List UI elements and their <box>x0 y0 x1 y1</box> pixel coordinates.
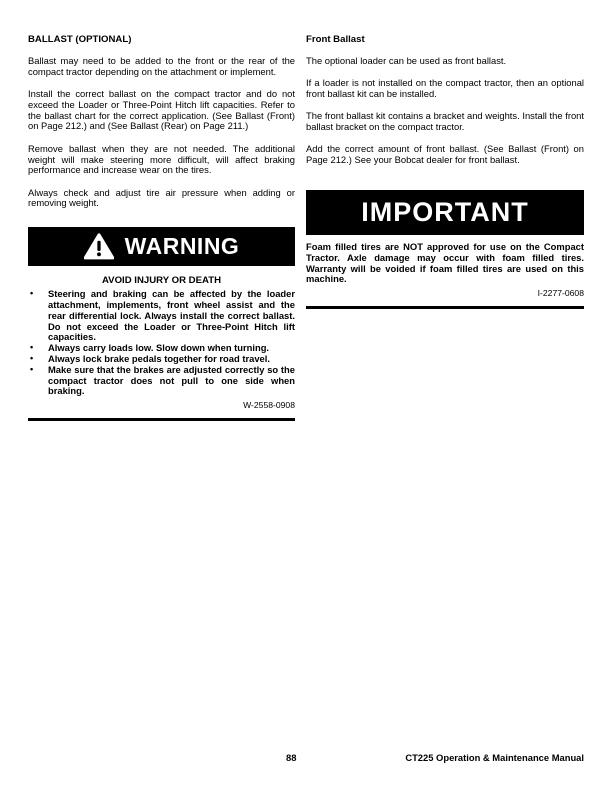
warning-bullet-text: Make sure that the brakes are adjusted correctly so the compact tractor does not pull to one side when braking. <box>48 363 295 397</box>
section-heading-ballast-optional: BALLAST (OPTIONAL) <box>28 34 132 45</box>
warning-bottom-rule <box>28 418 295 421</box>
paragraph: The optional loader can be used as front ballast. <box>306 55 507 66</box>
warning-banner <box>28 227 295 266</box>
bullet-icon: • <box>30 353 34 364</box>
manual-title: CT225 Operation & Maintenance Manual <box>405 752 584 763</box>
important-body-text: Foam filled tires are NOT approved for use on the Compact Tractor. Axle damage may occur with foam filled tires. Warranty will be voided if foam filled tires are used on this machine. <box>306 241 584 285</box>
page-number: 88 <box>286 752 297 763</box>
left-column <box>28 34 295 421</box>
warning-bullet-item <box>28 365 295 397</box>
warning-bullet-list <box>28 289 295 397</box>
bullet-icon: • <box>30 342 34 353</box>
important-banner-label: IMPORTANT <box>361 197 529 228</box>
warning-bullet-text: Always lock brake pedals together for road travel. <box>48 353 270 365</box>
warning-box <box>28 227 295 421</box>
important-bottom-rule <box>306 306 584 309</box>
important-box <box>306 190 584 309</box>
warning-banner-label: WARNING <box>124 233 240 260</box>
section-heading-front-ballast: Front Ballast <box>306 34 365 45</box>
important-decal-code: I-2277-0608 <box>537 288 584 299</box>
warning-bullet-text: Steering and braking can be affected by the loader attachment, implements, front wheel assist and the rear differential lock. Always install the correct ballast. Do not exceed the Loader or Three-Point Hitch lift capacities. <box>48 288 295 343</box>
warning-triangle-icon <box>84 233 114 260</box>
bullet-icon: • <box>30 363 34 374</box>
bullet-icon: • <box>30 288 34 299</box>
paragraph: Always check and adjust tire air pressure when adding or removing weight. <box>28 186 295 209</box>
right-column <box>306 34 584 421</box>
paragraph: Remove ballast when they are not needed. The additional weight will make steering more difficult, will affect braking performance and increase wear on the tires. <box>28 142 295 176</box>
page-footer <box>0 752 612 766</box>
paragraph: The front ballast kit contains a bracket and weights. Install the front ballast bracket on the compact tractor. <box>306 110 584 133</box>
warning-bullet-text: Always carry loads low. Slow down when turning. <box>48 342 270 354</box>
important-banner <box>306 190 584 235</box>
warning-header: AVOID INJURY OR DEATH <box>101 275 222 287</box>
two-column-layout <box>28 34 584 421</box>
warning-bullet-item <box>28 289 295 343</box>
warning-decal-code: W-2558-0908 <box>243 400 295 411</box>
paragraph: If a loader is not installed on the compact tractor, then an optional front ballast kit can be installed. <box>306 77 584 100</box>
paragraph: Install the correct ballast on the compact tractor and do not exceed the Loader or Three-Point Hitch lift capacities. Refer to the ballast chart for the correct application. (See Ballast (Front) on Page 212.) and (See Ballast (Rear) on Page 211.) <box>28 88 295 132</box>
paragraph: Add the correct amount of front ballast. (See Ballast (Front) on Page 212.) See your Bobcat dealer for front ballast. <box>306 143 584 166</box>
paragraph: Ballast may need to be added to the front or the rear of the compact tractor depending on the attachment or implement. <box>28 55 295 77</box>
